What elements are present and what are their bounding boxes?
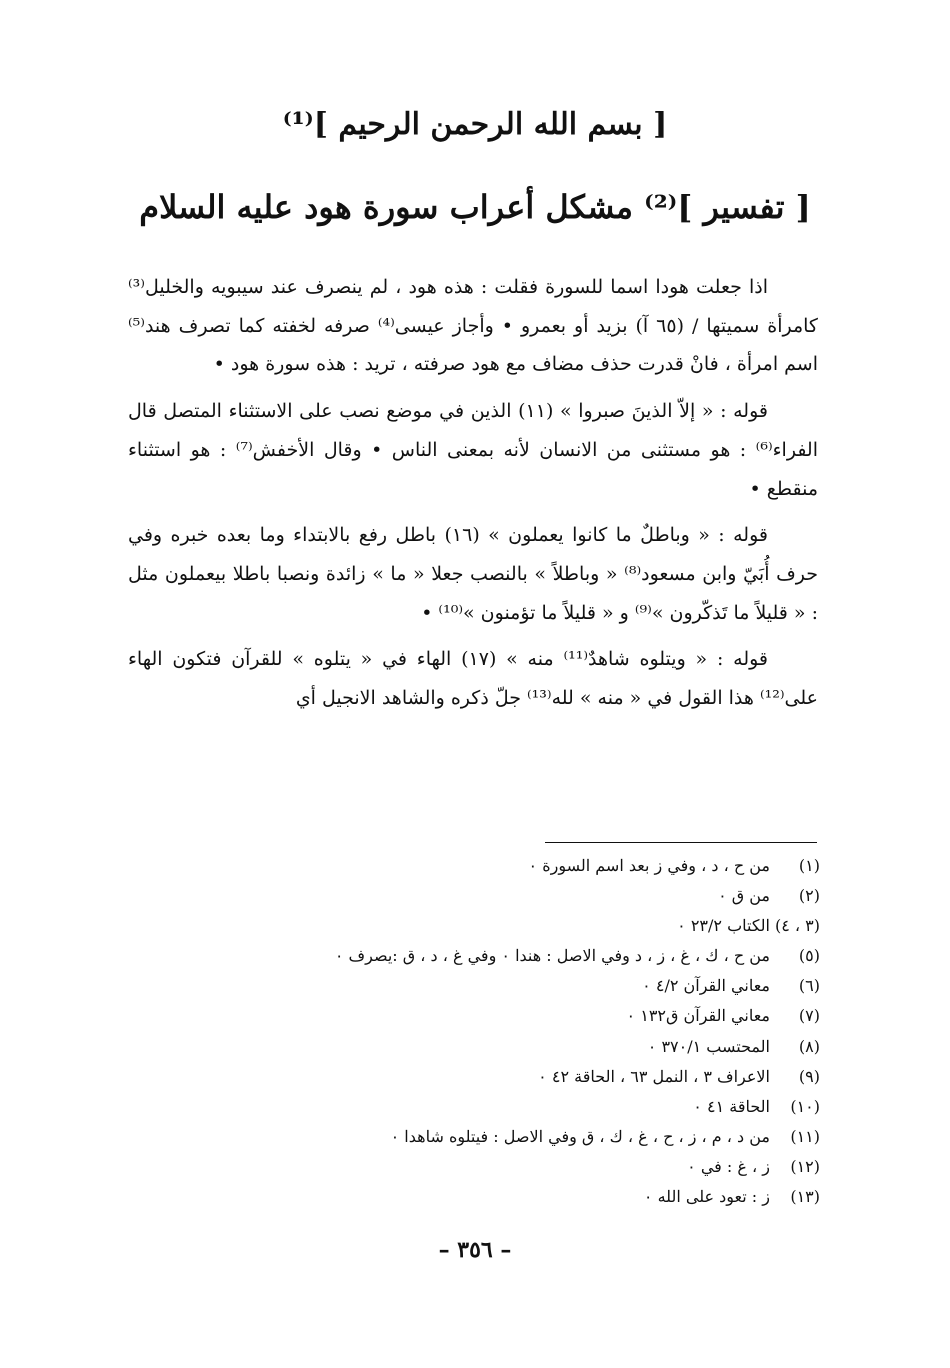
footnote-number: (٩) (798, 1066, 820, 1086)
footnote-text: معاني القرآن ٤/٢ ٠ (642, 976, 770, 996)
footnote-item (60, 851, 820, 881)
footnote-text: من د ، م ، ز ، ح ، غ ، ك ، ق وفي الاصل : فيتلوه شاهدا ٠ (390, 1126, 770, 1146)
footnote-number: (٣ ، ٤) (774, 916, 820, 936)
paragraph-4: قوله : « ويتلوه شاهدٌ⁽¹¹⁾ منه » (١٧) الهاء في « يتلوه » للقرآن فتكون الهاء على⁽¹²⁾ هذا القول في « منه » لله⁽¹³⁾ جلّ ذكره والشاهد الانجيل أي (128, 648, 818, 710)
footnote-item (60, 911, 820, 941)
footnote-number: (١٣) (790, 1187, 820, 1207)
footnote-number: (١٢) (790, 1156, 820, 1176)
footnote-item (60, 881, 820, 911)
footnote-number: (١٠) (790, 1096, 820, 1116)
footnote-item (60, 1122, 820, 1152)
paragraph-3: قوله : « وباطلٌ ما كانوا يعملون » (١٦) باطل رفع بالابتداء وما بعده خبره وفي حرف أُبَيّ وابن مسعود⁽⁸⁾ « وباطلاً » بالنصب جعلا « ما » زائدة ونصبا باطلا بيعملون مثل : « قليلاً ما تَذكّرون »⁽⁹⁾ و « قليلاً ما تؤمنون »⁽¹⁰⁾ • (128, 524, 819, 624)
footnote-text: ز : تعود على الله ٠ (643, 1187, 770, 1207)
footnote-number: (٥) (798, 946, 820, 966)
footnote-number: (١١) (790, 1126, 820, 1146)
footnote-item (60, 1032, 820, 1062)
footnote-item (60, 1152, 820, 1182)
footnote-text: من ح ، د ، وفي ز بعد اسم السورة ٠ (528, 856, 770, 875)
footnote-number: (٨) (798, 1036, 820, 1056)
footnote-item (60, 1092, 820, 1122)
footnote-item (60, 941, 820, 971)
footnote-text: من ح ، ك ، غ ، ز ، د وفي الاصل : هندا ٠ وفي غ ، د ، ق :يصرف ٠ (334, 946, 770, 966)
footnote-divider (545, 842, 817, 843)
basmala-heading: [ بسم الله الرحمن الرحيم ]⁽¹⁾ (282, 107, 668, 142)
footnote-text: الحاقة ٤١ ٠ (693, 1096, 770, 1116)
footnote-text: المحتسب ٣٧٠/١ ٠ (647, 1036, 770, 1056)
footnote-text: الاعراف ٣ ، النمل ٦٣ ، الحاقة ٤٢ ٠ (538, 1066, 770, 1086)
footnotes-list (60, 851, 820, 1212)
footnote-item (60, 971, 820, 1001)
footnote-text: الكتاب ٢٣/٢ ٠ (677, 916, 770, 936)
footnote-text: معاني القرآن ق١٣٢ ٠ (626, 1006, 770, 1026)
paragraph-2: قوله : « إلاّ الذينَ صبروا » (١١) الذين في موضع نصب على الاستثناء المتصل قال الفراء⁽⁶⁾ : هو مستثنى من الانسان لأنه بمعنى الناس • وقال الأخفش⁽⁷⁾ : هو استثناء منقطع • (128, 400, 818, 500)
footnote-item (60, 1001, 820, 1031)
footnote-number: (١) (798, 856, 820, 875)
footnote-number: (٧) (798, 1006, 820, 1026)
footnote-text: من ق ٠ (718, 886, 770, 906)
paragraph-1: اذا جعلت هودا اسما للسورة فقلت : هذه هود ، لم ينصرف عند سيبويه والخليل⁽³⁾ كامرأة سميتها / (٦٥ آ) بزيد أو بعمرو • وأجاز عيسى⁽⁴⁾ صرفه لخفته كما تصرف هند⁽⁵⁾ اسم امرأة ، فانْ قدرت حذف مضاف مع هود صرفته ، تريد : هذه سورة هود • (128, 276, 818, 376)
main-text (128, 268, 818, 726)
footnote-item (60, 1062, 820, 1092)
footnote-text: ز ، غ : في ٠ (687, 1156, 770, 1176)
chapter-title: [ تفسير ]⁽²⁾ مشكل أعراب سورة هود عليه السلام (139, 188, 811, 226)
page-number: – ٣٥٦ – (438, 1237, 512, 1263)
footnote-item (60, 1182, 820, 1212)
footnote-number: (٢) (798, 886, 820, 906)
footnote-number: (٦) (798, 976, 820, 996)
